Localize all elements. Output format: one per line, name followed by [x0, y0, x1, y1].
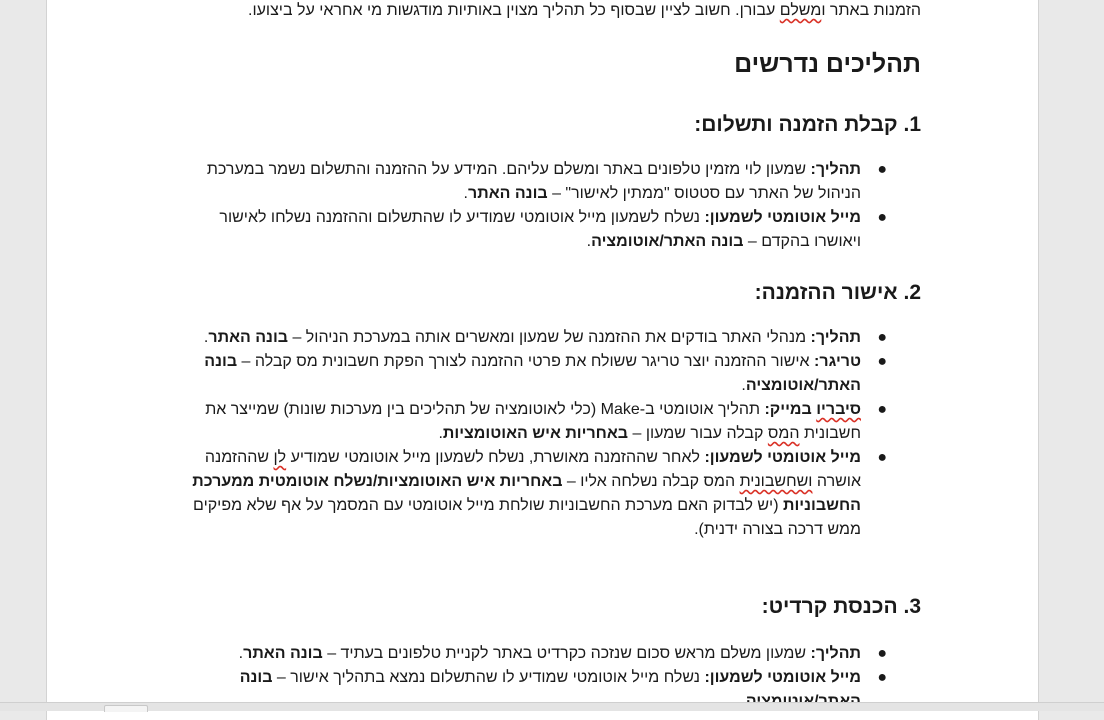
item-label: תהליך:: [810, 645, 861, 662]
item-text: נשלח לשמעון מייל אוטומטי שמודיע לו שהתשלום וההזמנה נשלחו לאישור ויאושרו בהקדם –: [219, 209, 861, 250]
item-owner: בונה האתר/אוטומציה: [591, 233, 744, 250]
item-tail: .: [741, 377, 746, 394]
bullet-icon: ●: [877, 449, 887, 466]
item-misspelled-word: המס: [767, 425, 800, 442]
list-item: [171, 446, 887, 542]
item-label: טריגר:: [814, 353, 861, 370]
item-label: תהליך:: [810, 161, 861, 178]
item-label-misspelled: סיבריו: [816, 401, 861, 418]
bullet-icon: ●: [877, 669, 887, 686]
list-item: [171, 158, 887, 206]
bullet-icon: ●: [877, 329, 887, 346]
bullet-icon: ●: [877, 209, 887, 226]
item-owner: בונה האתר: [208, 329, 289, 346]
item-label: מייל אוטומטי לשמעון:: [704, 449, 861, 466]
item-misspelled-word-2: ושחשבונית: [739, 473, 813, 490]
item-text: מנהלי האתר בודקים את ההזמנה של שמעון ומאשרים אותה במערכת הניהול –: [288, 329, 811, 346]
item-label: במייק:: [764, 401, 817, 418]
item-text-cont: שההזמנה אושרה: [204, 449, 861, 490]
horizontal-scrollbar[interactable]: [0, 702, 1104, 711]
item-tail: .: [586, 233, 592, 250]
intro-paragraph: [171, 0, 921, 23]
item-owner: בונה: [239, 669, 273, 686]
bullet-icon: ●: [877, 401, 887, 418]
bullet-icon: ●: [877, 161, 887, 178]
bullet-icon: ●: [877, 645, 887, 662]
document-page: [46, 0, 1039, 720]
intro-misspelled-word: משלם: [779, 2, 822, 19]
item-tail: (יש לבדוק האם מערכת החשבוניות שולחת מייל אוטומטי עם המסמך על אף שלא מפיקים ממש דרכה בצורה ידנית).: [193, 497, 861, 538]
intro-text-part2: עבורן. חשוב לציין שבסוף כל תהליך מצוין באותיות מודגשות מי אחראי על ביצועו.: [248, 2, 780, 19]
section-main-heading: תהליכים נדרשים: [734, 50, 921, 78]
list-item: [171, 642, 887, 666]
item-text: אישור ההזמנה יוצר טריגר ששולח את פרטי ההזמנה לצורך הפקת חשבונית מס קבלה –: [237, 353, 815, 370]
item-label: מייל אוטומטי לשמעון:: [704, 669, 861, 686]
item-tail: .: [463, 185, 468, 202]
item-owner: בונה האתר: [467, 185, 548, 202]
bullet-icon: ●: [877, 353, 887, 370]
item-owner: באחריות איש האוטומציות/נשלח אוטומטית ממערכת החשבוניות: [192, 473, 861, 514]
intro-text-part1: הזמנות באתר ו: [821, 2, 921, 19]
item-tail: .: [238, 645, 244, 662]
item-text: נשלח מייל אוטומטי שמודיע לו שהתשלום נמצא בתהליך אישור –: [272, 669, 705, 686]
section-3-title: 3. הכנסת קרדיט:: [761, 595, 921, 618]
list-item: [171, 206, 887, 254]
section-2-list: [171, 326, 887, 542]
item-tail: .: [203, 329, 209, 346]
list-item: [171, 350, 887, 398]
list-item: [171, 326, 887, 350]
item-label: מייל אוטומטי לשמעון:: [704, 209, 861, 226]
section-1-title: 1. קבלת הזמנה ותשלום:: [694, 113, 921, 136]
item-misspelled-word: לן: [273, 449, 287, 466]
item-text-cont: קבלה עבור שמעון –: [628, 425, 768, 442]
item-text: שמעון משלם מראש סכום שנזכה כקרדיט באתר לקניית טלפונים בעתיד –: [322, 645, 811, 662]
list-item: [171, 398, 887, 446]
section-1-list: [171, 158, 887, 254]
item-owner: בונה האתר: [243, 645, 323, 662]
item-tail: .: [438, 425, 443, 442]
item-owner: בונה האתר/אוטומציה: [204, 353, 861, 394]
item-text: שמעון לוי מזמין טלפונים באתר ומשלם עליהם. המידע על ההזמנה והתשלום נשמר במערכת הניהול של האתר עם סטטוס "ממתין לאישור" –: [206, 161, 861, 202]
section-2-title: 2. אישור ההזמנה:: [754, 281, 921, 304]
item-owner: באחריות איש האוטומציות: [442, 425, 629, 442]
item-label: תהליך:: [810, 329, 861, 346]
item-text: תהליך אוטומטי ב-Make (כלי לאוטומציה של תהליכים בין מערכות שונות) שמייצר את חשבונית: [205, 401, 861, 442]
item-text-cont-2: המס קבלה נשלחה אליו –: [562, 473, 740, 490]
item-text: לאחר שההזמנה מאושרת, נשלח לשמעון מייל אוטומטי שמודיע: [286, 449, 705, 466]
